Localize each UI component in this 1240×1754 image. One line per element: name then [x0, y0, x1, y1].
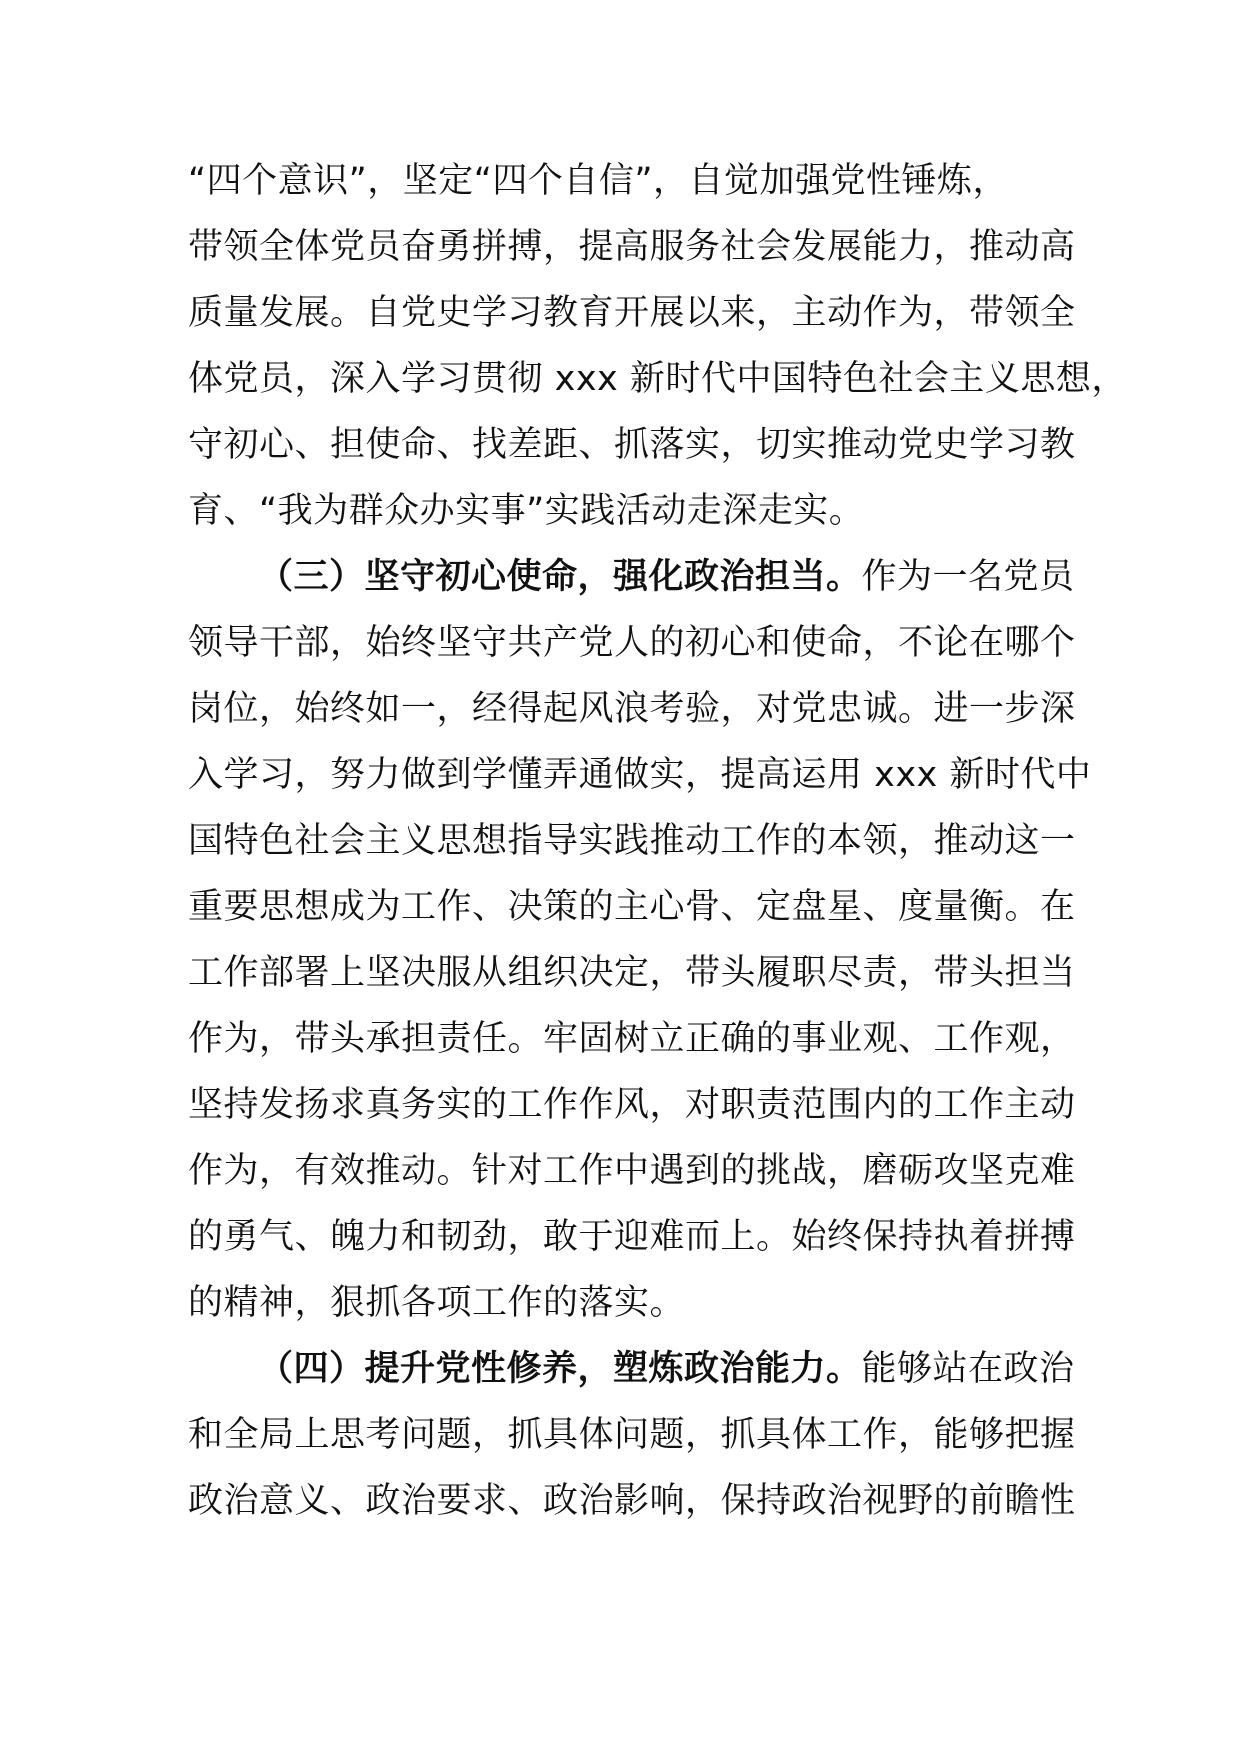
text-line: 育、“我为群众办实事”实践活动走深走实。	[188, 491, 865, 531]
text-line: 守初心、担使命、找差距、抓落实，切实推动党史学习教	[188, 425, 1076, 465]
paragraph-continuation	[188, 148, 1127, 544]
text-line: 政治意义、政治要求、政治影响，保持政治视野的前瞻性	[188, 1481, 1076, 1521]
text-line: 的勇气、魄力和韧劲，敢于迎难而上。始终保持执着拼搏	[188, 1217, 1076, 1257]
text-line: 国特色社会主义思想指导实践推动工作的本领，推动这一	[188, 821, 1076, 861]
paragraph-section-4	[188, 1336, 1076, 1534]
text-line-first	[188, 1336, 1075, 1402]
paragraph-section-3	[188, 544, 1092, 1336]
text-line: 带领全体党员奋勇拼搏，提高服务社会发展能力，推动高	[188, 227, 1076, 267]
text-line: 的精神，狠抓各项工作的落实。	[188, 1283, 686, 1323]
section-heading: （三）坚守初心使命，强化政治担当。	[258, 557, 862, 597]
section-heading: （四）提升党性修养，塑炼政治能力。	[258, 1349, 862, 1389]
text-line: 作为，有效推动。针对工作中遇到的挑战，磨砺攻坚克难	[188, 1151, 1076, 1191]
text-line: “四个意识”，坚定“四个自信”，自觉加强党性锤炼，	[188, 161, 1009, 201]
document-page	[188, 148, 1127, 1534]
text-line: 体党员，深入学习贯彻 xxx 新时代中国特色社会主义思想，	[188, 359, 1127, 399]
text-line: 岗位，始终如一，经得起风浪考验，对党忠诚。进一步深	[188, 689, 1076, 729]
text-run: 作为一名党员	[861, 557, 1075, 597]
text-run: 能够站在政治	[861, 1349, 1075, 1389]
text-line: 作为，带头承担责任。牢固树立正确的事业观、工作观，	[188, 1019, 1076, 1059]
text-line: 重要思想成为工作、决策的主心骨、定盘星、度量衡。在	[188, 887, 1076, 927]
text-line: 工作部署上坚决服从组织决定，带头履职尽责，带头担当	[188, 953, 1076, 993]
text-line: 质量发展。自党史学习教育开展以来，主动作为，带领全	[188, 293, 1076, 333]
text-line: 和全局上思考问题，抓具体问题，抓具体工作，能够把握	[188, 1415, 1076, 1455]
text-line: 入学习，努力做到学懂弄通做实，提高运用 xxx 新时代中	[188, 755, 1092, 795]
text-line: 坚持发扬求真务实的工作作风，对职责范围内的工作主动	[188, 1085, 1076, 1125]
text-line: 领导干部，始终坚守共产党人的初心和使命，不论在哪个	[188, 623, 1076, 663]
text-line-first	[188, 544, 1075, 610]
